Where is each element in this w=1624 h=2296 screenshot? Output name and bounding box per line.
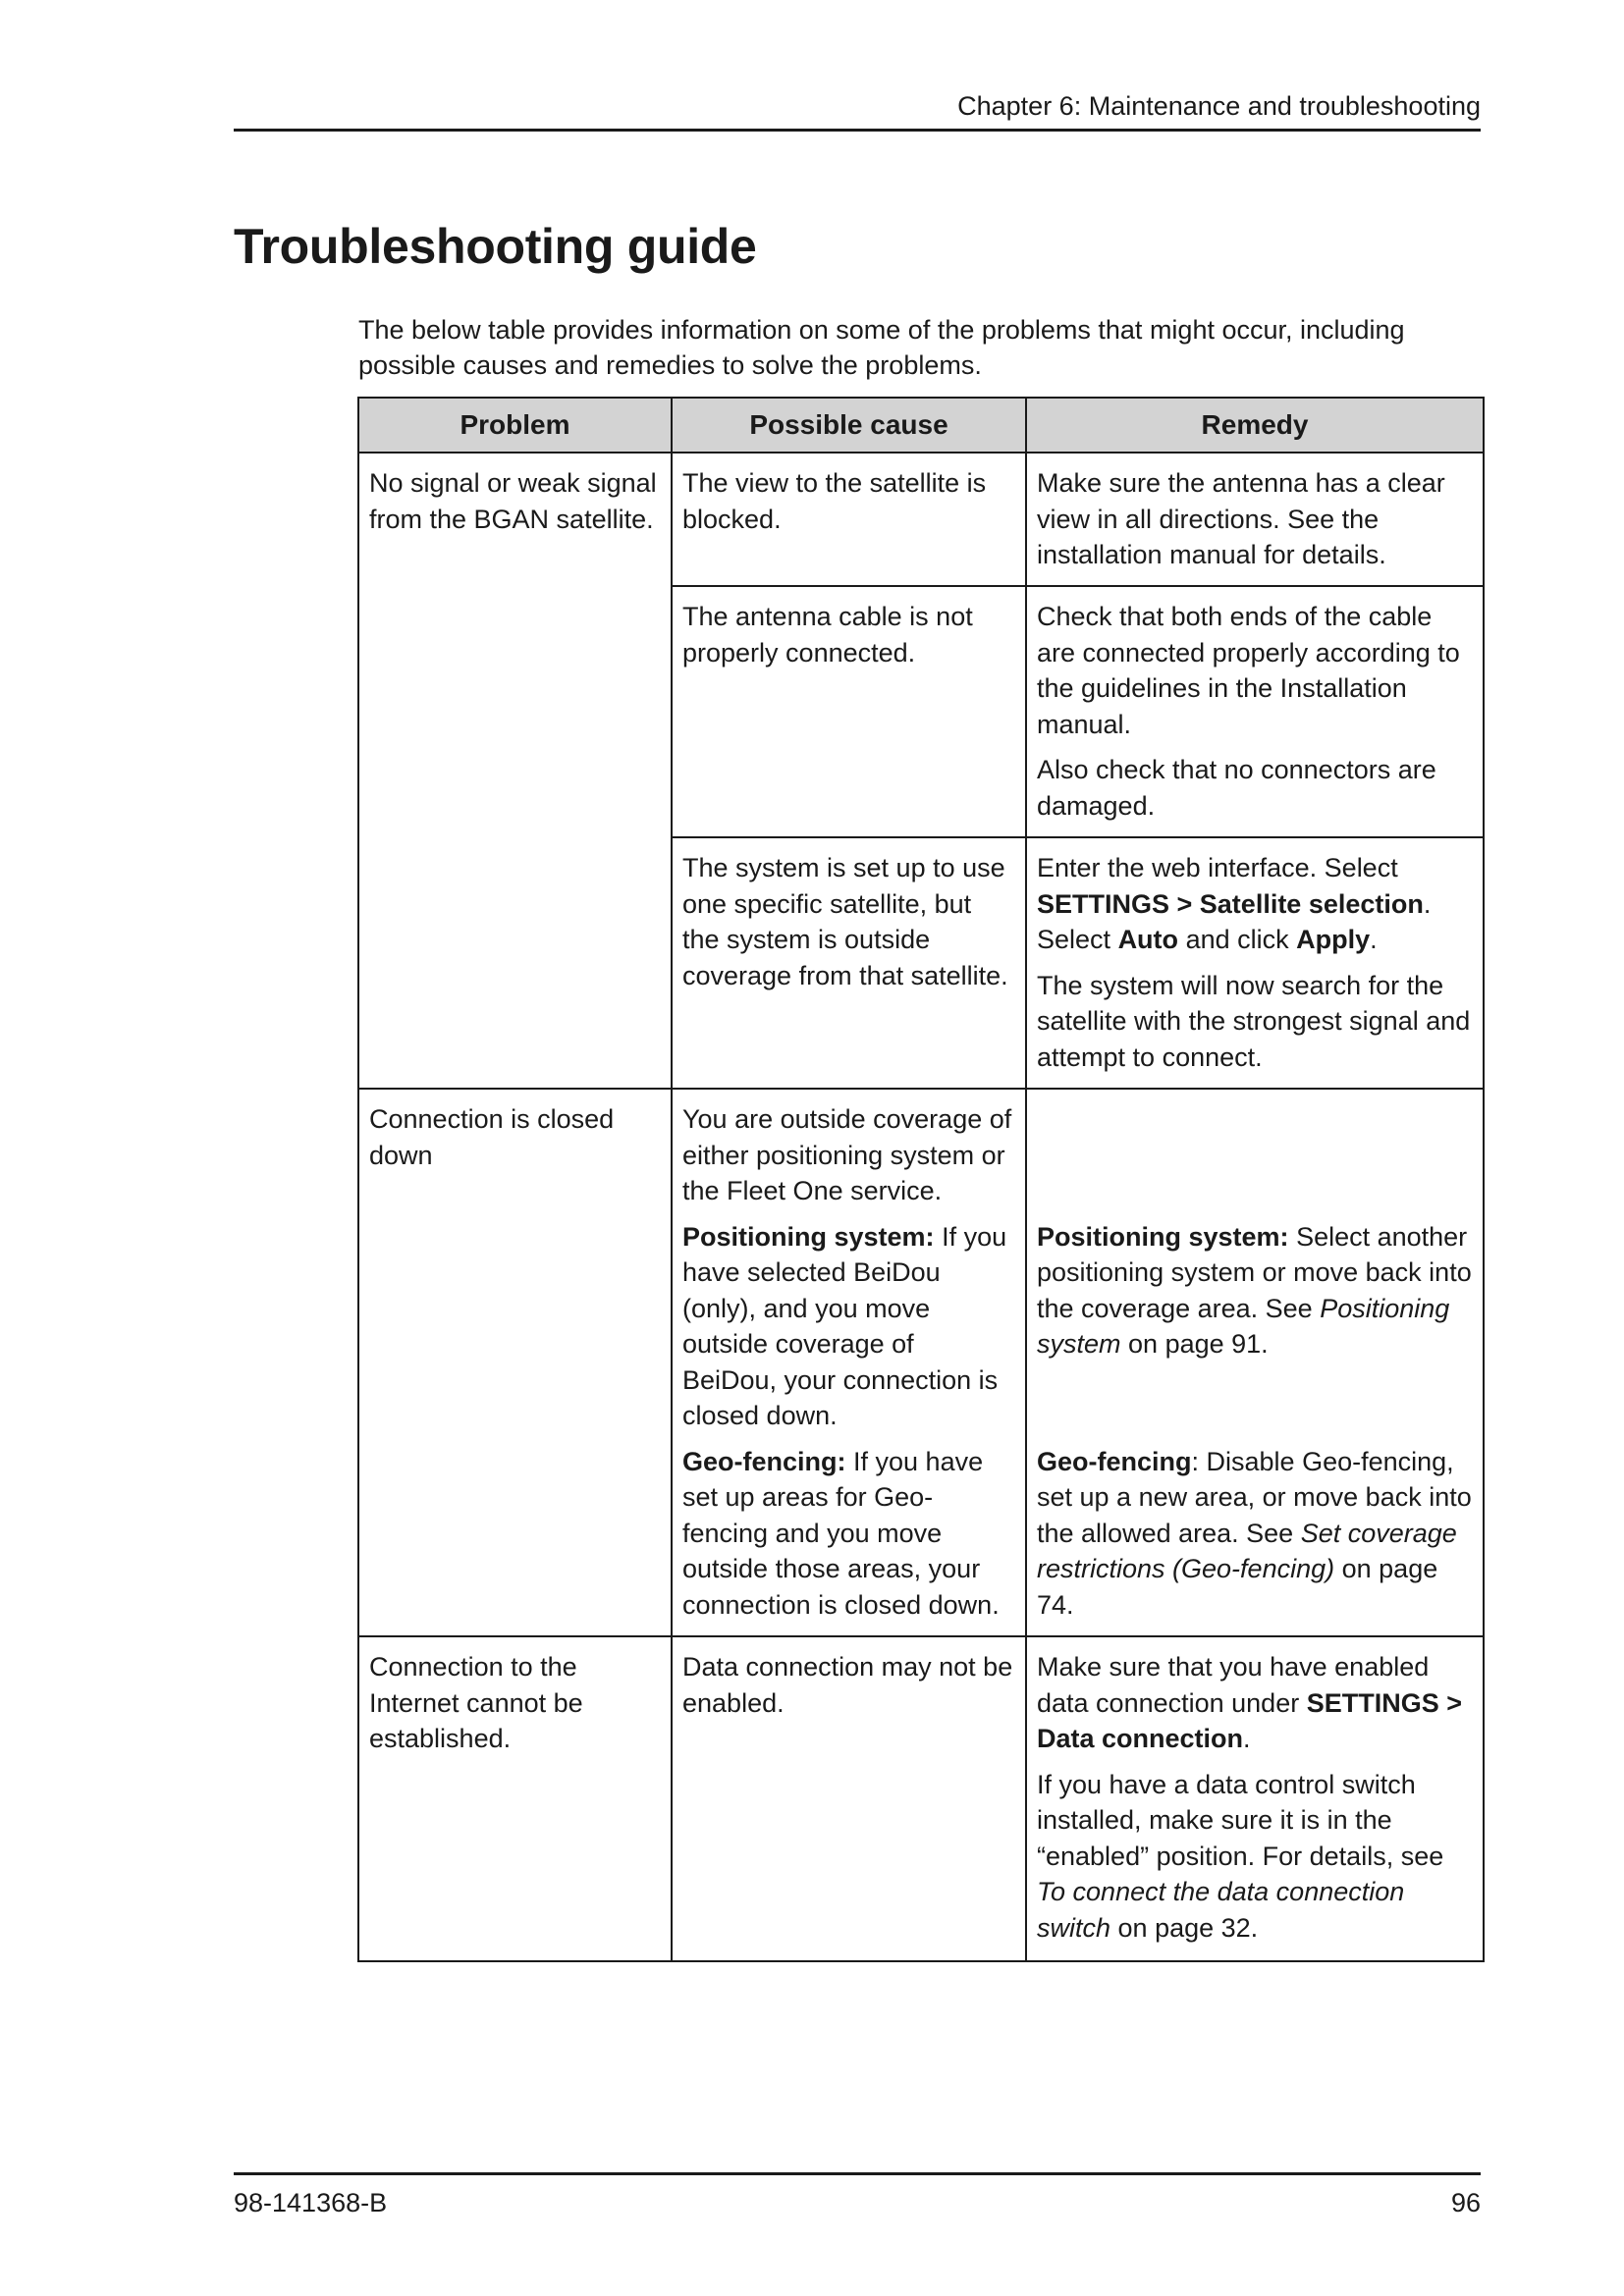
remedy-and-click: and click — [1185, 925, 1289, 954]
remedy-select: Select — [1037, 925, 1111, 954]
troubleshooting-table — [357, 397, 1485, 1962]
remedy-text: Also check that no connectors are damaged. — [1037, 755, 1436, 821]
punctuation: . — [1370, 925, 1378, 954]
remedy-text — [1037, 1767, 1473, 1947]
footer-rule — [234, 2172, 1481, 2175]
remedy-text — [1037, 850, 1473, 958]
remedy-cell — [1026, 453, 1484, 586]
punctuation: . — [1423, 888, 1432, 919]
problem-cell — [358, 1089, 672, 1636]
page-title: Troubleshooting guide — [234, 219, 757, 274]
header-problem: Problem — [358, 398, 672, 453]
cause-cell — [672, 1089, 1026, 1636]
cause-text: The antenna cable is not properly connected. — [682, 602, 973, 667]
cause-text: You are outside coverage of either positioning system or the Fleet One service. — [682, 1104, 1012, 1205]
menu-path-satellite-selection: SETTINGS > Satellite selection — [1037, 888, 1424, 919]
page-reference: on page 91. — [1128, 1329, 1269, 1359]
remedy-geofencing — [1037, 1444, 1473, 1624]
problem-cell-continued — [358, 586, 672, 837]
cause-cell — [672, 453, 1026, 586]
cause-positioning — [682, 1219, 1015, 1434]
remedy-spacer — [1037, 1138, 1473, 1174]
remedy-intro: Make sure that you have enabled data connection under — [1037, 1652, 1430, 1718]
remedy-text: Check that both ends of the cable are connected properly according to the guidelines in the Installation manual. — [1037, 602, 1460, 739]
table-header-row — [358, 398, 1484, 453]
cause-text: Data connection may not be enabled. — [682, 1652, 1013, 1718]
cause-geofencing — [682, 1444, 1015, 1624]
remedy-positioning-text: Select another positioning system or move back into the coverage area. See — [1037, 1221, 1472, 1323]
remedy-spacer — [1037, 1362, 1473, 1399]
button-apply-reference: Apply — [1296, 925, 1371, 954]
cause-geofencing-text: If you have set up areas for Geo-fencing and you move outside those areas, your connection is closed down. — [682, 1446, 1000, 1620]
link-set-coverage-restrictions[interactable]: Set coverage restrictions (Geo-fencing) — [1037, 1518, 1457, 1583]
table-row — [358, 1636, 1484, 1961]
remedy-positioning-label: Positioning system: — [1037, 1221, 1289, 1252]
remedy-spacer — [1037, 1173, 1473, 1209]
remedy-text: Make sure the antenna has a clear view in all directions. See the installation manual for details. — [1037, 468, 1445, 569]
remedy-cell — [1026, 837, 1484, 1089]
cause-positioning-text: If you have selected BeiDou (only), and you move outside coverage of BeiDou, your connection is closed down. — [682, 1221, 1007, 1430]
remedy-text — [1037, 1649, 1473, 1757]
problem-cell-continued — [358, 837, 672, 1089]
remedy-cell — [1026, 1089, 1484, 1636]
header-remedy: Remedy — [1026, 398, 1484, 453]
cause-cell — [672, 1636, 1026, 1961]
table-row — [358, 453, 1484, 586]
remedy-intro: Enter the web interface. Select — [1037, 853, 1398, 882]
remedy-text: The system will now search for the satellite with the strongest signal and attempt to connect. — [1037, 970, 1471, 1072]
intro-paragraph: The below table provides information on some of the problems that might occur, including possible causes and remedies to solve the problems. — [358, 315, 1405, 380]
cause-text: The system is set up to use one specific satellite, but the system is outside coverage from that satellite. — [682, 853, 1008, 990]
menu-path-data-connection: SETTINGS > Data connection — [1037, 1687, 1463, 1753]
document-number: 98-141368-B — [234, 2188, 388, 2217]
remedy-geofencing-label: Geo-fencing — [1037, 1446, 1192, 1476]
remedy-spacer — [1037, 1398, 1473, 1434]
remedy-geofencing-text: : Disable Geo-fencing, set up a new area, or move back into the allowed area. See — [1037, 1446, 1472, 1548]
page-reference: on page 74. — [1037, 1554, 1438, 1620]
link-data-connection-switch[interactable]: To connect the data connection switch — [1037, 1877, 1405, 1943]
remedy-cell — [1026, 1636, 1484, 1961]
cause-positioning-label: Positioning system: — [682, 1221, 935, 1252]
punctuation: . — [1243, 1724, 1251, 1753]
remedy-positioning — [1037, 1219, 1473, 1362]
table-row — [358, 586, 1484, 837]
problem-text: Connection to the Internet cannot be established. — [369, 1652, 583, 1753]
header-possible-cause: Possible cause — [672, 398, 1026, 453]
cause-cell — [672, 837, 1026, 1089]
page-reference: on page 32. — [1117, 1912, 1259, 1943]
table-row — [358, 1089, 1484, 1636]
problem-text: No signal or weak signal from the BGAN satellite. — [369, 468, 657, 534]
problem-cell — [358, 1636, 672, 1961]
option-auto: Auto — [1117, 925, 1179, 954]
running-head: Chapter 6: Maintenance and troubleshooting — [957, 91, 1481, 121]
link-positioning-system[interactable]: Positioning system — [1037, 1293, 1450, 1359]
cause-text: The view to the satellite is blocked. — [682, 468, 987, 534]
cause-cell — [672, 586, 1026, 837]
cause-geofencing-label: Geo-fencing: — [682, 1446, 846, 1476]
remedy-cell — [1026, 586, 1484, 837]
header-rule — [234, 129, 1481, 132]
problem-cell — [358, 453, 672, 586]
page-number: 96 — [1450, 2188, 1481, 2217]
table-row — [358, 837, 1484, 1089]
remedy-spacer — [1037, 1101, 1473, 1138]
remedy-switch-text: If you have a data control switch installed, make sure it is in the “enabled” position. For details, see — [1037, 1769, 1444, 1871]
problem-text: Connection is closed down — [369, 1104, 615, 1170]
